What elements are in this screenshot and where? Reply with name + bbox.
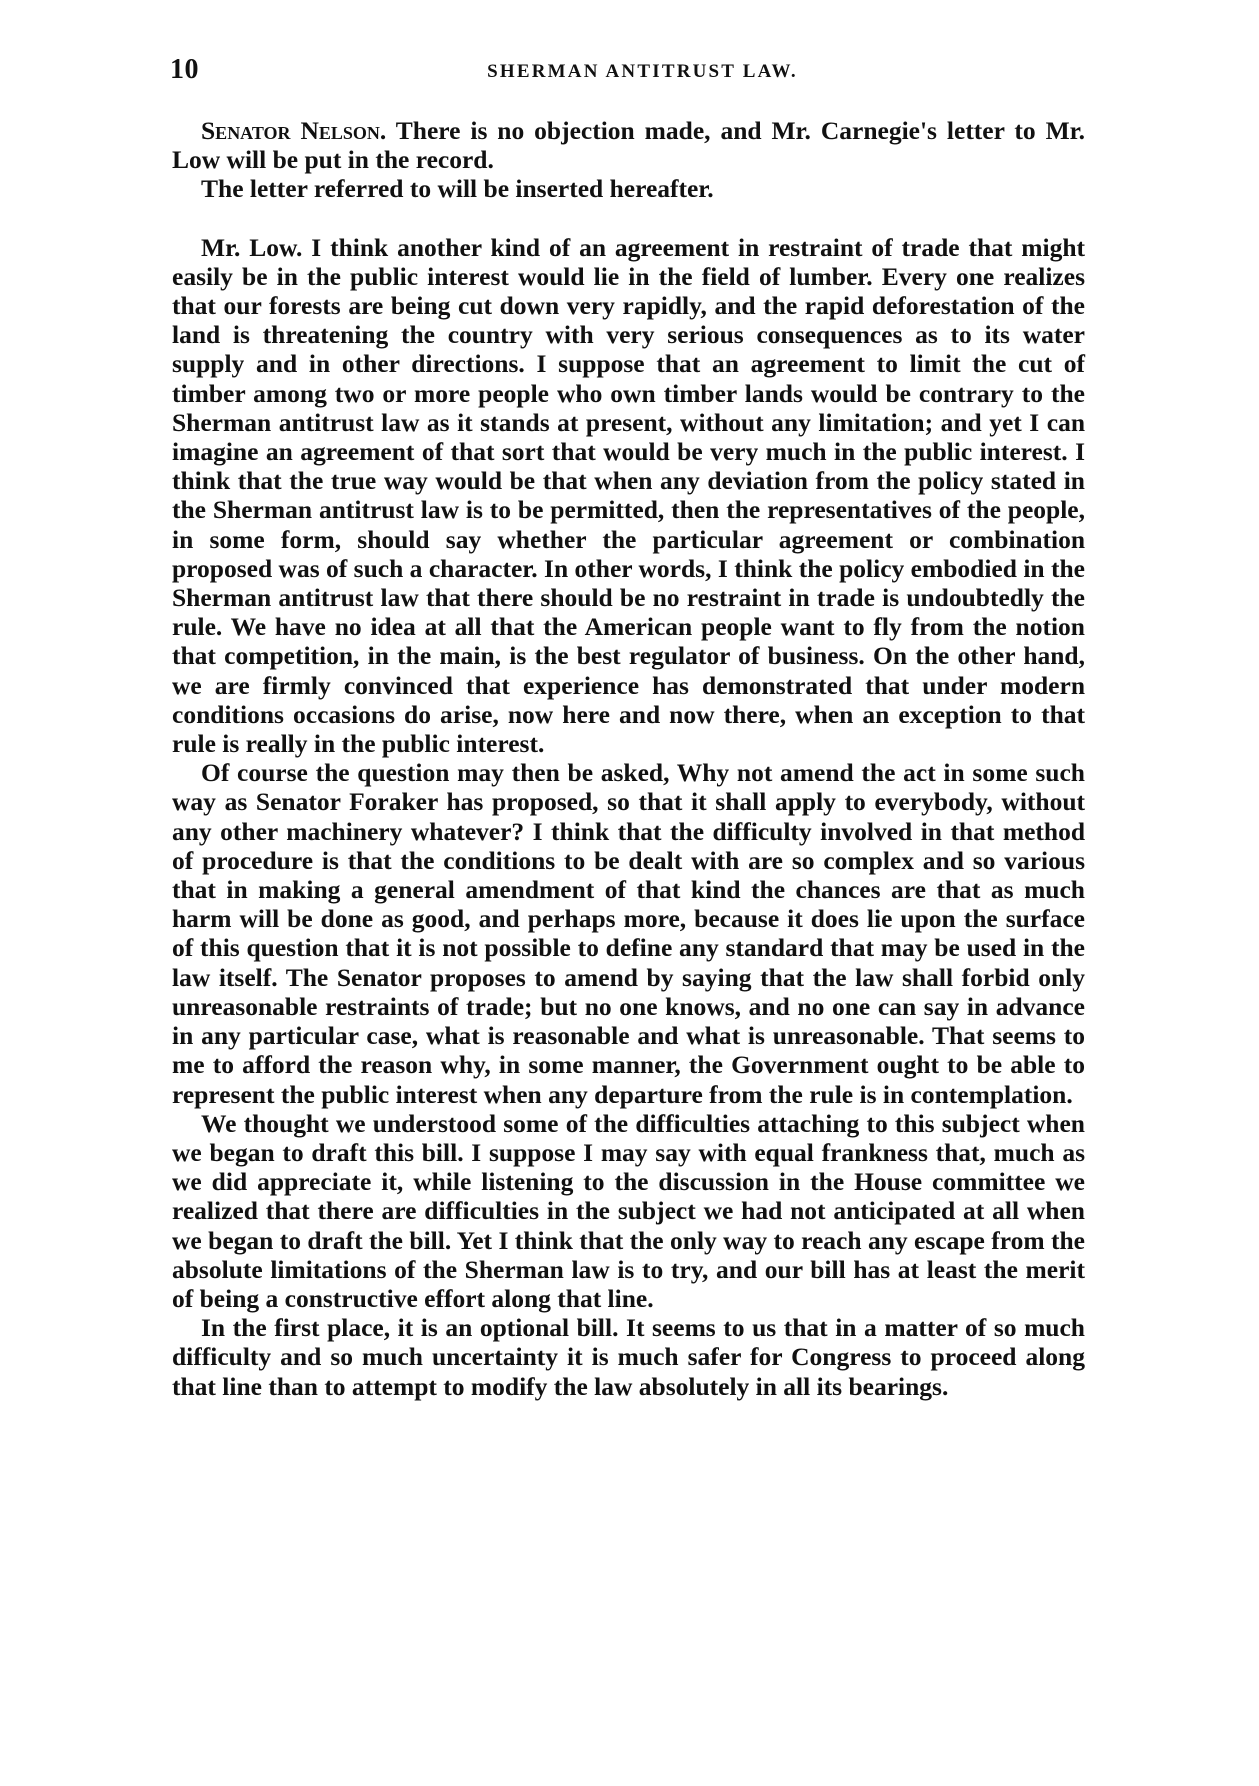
paragraph-text: . There is no objection made, and Mr. Carnegie's letter to Mr. Low will be put in the record.	[172, 116, 1085, 175]
paragraph: The letter referred to will be inserted hereafter.	[201, 174, 714, 204]
speaker-name: Senator Nelson	[201, 116, 380, 145]
running-title: SHERMAN ANTITRUST LAW.	[487, 61, 798, 82]
paragraph: We thought we understood some of the difficulties attaching to this subject when we began to draft this bill. I suppose I may say with equal frankness that, much as we did appreciate it, while listening to the discussion in the House committee we realized that there are difficulties in the subject we had not anticipated at all when we began to draft the bill. Yet I think that the only way to reach any escape from the absolute limitations of the Sherman law is to try, and our bill has at least the merit of being a constructive effort along that line.	[172, 1108, 1085, 1313]
body-text	[172, 116, 1085, 1401]
page-header	[170, 54, 1085, 94]
paragraph	[172, 116, 1085, 174]
paragraph: Mr. Low. I think another kind of an agreement in restraint of trade that might easily be in the public interest would lie in the field of lumber. Every one realizes that our forests are being cut down very rapidly, and the rapid deforestation of the land is threatening the country with very serious consequences as to its water supply and in other directions. I suppose that an agreement to limit the cut of timber among two or more people who own timber lands would be contrary to the Sherman antitrust law as it stands at present, without any limitation; and yet I can imagine an agreement of that sort that would be very much in the public interest. I think that the true way would be that when any deviation from the policy stated in the Sherman antitrust law is to be permitted, then the representatives of the people, in some form, should say whether the particular agreement or combination proposed was of such a character. In other words, I think the policy embodied in the Sherman antitrust law that there should be no restraint in trade is undoubtedly the rule. We have no idea at all that the American people want to fly from the notion that competition, in the main, is the best regulator of business. On the other hand, we are firmly convinced that experience has demonstrated that under modern conditions occasions do arise, now here and now there, when an exception to that rule is really in the public interest.	[172, 232, 1085, 759]
page-number: 10	[170, 54, 199, 85]
paragraph: Of course the question may then be asked, Why not amend the act in some such way as Senator Foraker has proposed, so that it shall apply to everybody, without any other machinery whatever? I think that the difficulty involved in that method of procedure is that the conditions to be dealt with are so complex and so various that in making a general amendment of that kind the chances are that as much harm will be done as good, and perhaps more, because it does lie upon the surface of this question that it is not possible to define any standard that may be used in the law itself. The Senator proposes to amend by saying that the law shall forbid only unreasonable restraints of trade; but no one knows, and no one can say in advance in any particular case, what is reasonable and what is unreasonable. That seems to me to afford the reason why, in some manner, the Government ought to be able to represent the public interest when any departure from the rule is in contemplation.	[172, 758, 1085, 1109]
paragraph: In the first place, it is an optional bill. It seems to us that in a matter of so much difficulty and so much uncertainty it is much safer for Congress to proceed along that line than to attempt to modify the law absolutely in all its bearings.	[172, 1313, 1085, 1401]
